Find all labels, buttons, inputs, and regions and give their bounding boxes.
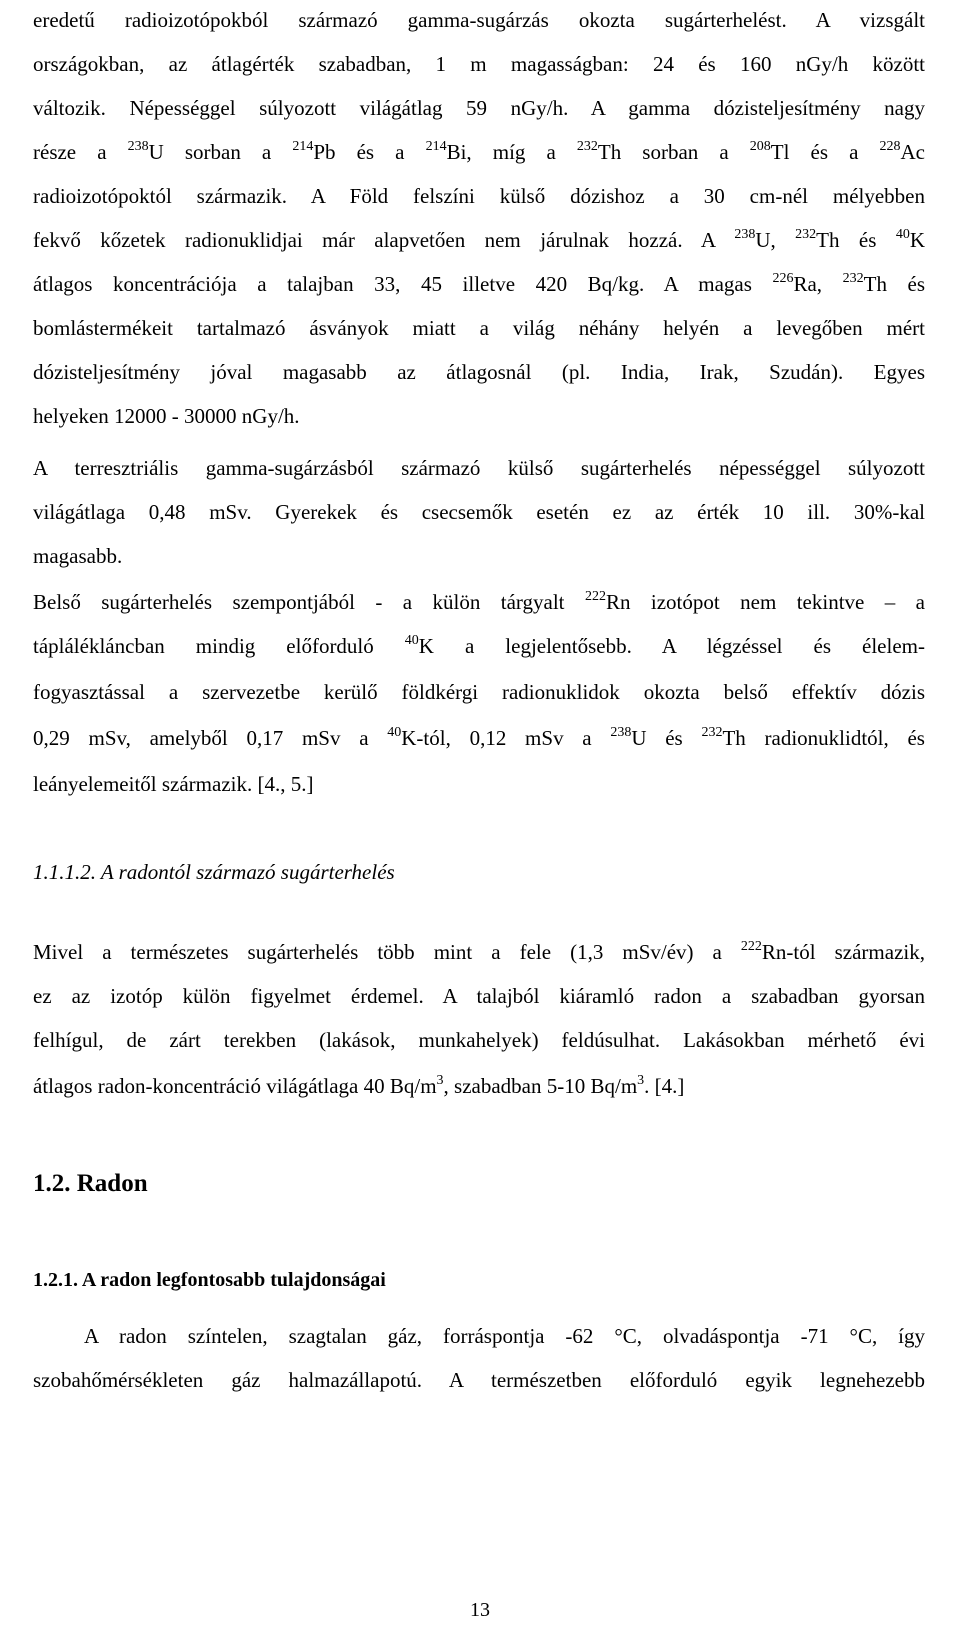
text-line xyxy=(33,981,925,1011)
superscript: 214 xyxy=(292,139,314,154)
text-segment: része a xyxy=(33,140,128,164)
superscript: 232 xyxy=(842,271,864,286)
superscript: 232 xyxy=(795,227,817,242)
text-segment: K a legjelentősebb. A légzéssel és élelem- xyxy=(418,634,925,658)
text-line xyxy=(33,181,925,211)
text-segment: U, xyxy=(755,228,796,252)
text-segment: magasabb. xyxy=(33,544,123,568)
text-line xyxy=(33,1365,925,1395)
text-segment: bomlástermékeit tartalmazó ásványok miatt a világ néhány helyén a levegőben mért xyxy=(33,316,925,340)
superscript: 232 xyxy=(701,725,723,740)
text-segment: Rn izotópot nem tekintve – a xyxy=(605,590,926,614)
text-segment: 1.2.1. A radon legfontosabb tulajdonságai xyxy=(33,1269,386,1291)
text-segment: , szabadban 5-10 Bq/m xyxy=(443,1074,638,1098)
text-segment: Th és xyxy=(863,272,926,296)
text-segment: átlagos radon-koncentráció világátlaga 40 Bq/m xyxy=(33,1074,437,1098)
text-line xyxy=(33,723,925,753)
text-segment: világátlaga 0,48 mSv. Gyerekek és csecsemők esetén ez az érték 10 ill. 30%-kal xyxy=(33,500,925,524)
text-segment: dózisteljesítmény jóval magasabb az átlagosnál (pl. India, Irak, Szudán). Egyes xyxy=(33,360,925,384)
superscript: 208 xyxy=(749,139,771,154)
text-segment: 1.1.1.2. A radontól származó sugárterhelés xyxy=(33,860,395,884)
superscript: 40 xyxy=(404,633,419,648)
text-line xyxy=(84,1321,925,1351)
text-segment: 0,29 mSv, amelyből 0,17 mSv a xyxy=(33,726,388,750)
text-line xyxy=(33,587,925,617)
superscript: 238 xyxy=(734,227,756,242)
text-segment: Pb és a xyxy=(313,140,426,164)
text-line xyxy=(33,49,925,79)
text-line xyxy=(33,1025,925,1055)
text-line xyxy=(33,401,925,431)
text-segment: Th radionuklidtól, és xyxy=(722,726,925,750)
text-line xyxy=(33,497,925,527)
text-line xyxy=(33,677,925,707)
text-segment: Th és xyxy=(816,228,896,252)
text-line xyxy=(33,1265,925,1295)
text-line xyxy=(33,5,925,35)
text-segment: Mivel a természetes sugárterhelés több mint a fele (1,3 mSv/év) a xyxy=(33,940,741,964)
text-segment: A terresztriális gamma-sugárzásból származó külső sugárterhelés népességgel súlyozott xyxy=(33,456,925,480)
text-segment: 1.2. Radon xyxy=(33,1170,148,1197)
text-segment: ez az izotóp külön figyelmet érdemel. A talajból kiáramló radon a szabadban gyorsan xyxy=(33,984,925,1008)
text-line xyxy=(33,357,925,387)
text-line xyxy=(33,137,925,167)
text-segment: fogyasztással a szervezetbe kerülő földkérgi radionuklidok okozta belső effektív dózis xyxy=(33,680,925,704)
text-line xyxy=(33,313,925,343)
text-line xyxy=(33,225,925,255)
superscript: 40 xyxy=(387,725,402,740)
text-segment: átlagos koncentrációja a talajban 33, 45 illetve 420 Bq/kg. A magas xyxy=(33,272,773,296)
superscript: 3 xyxy=(637,1073,645,1088)
text-line xyxy=(33,269,925,299)
superscript: 226 xyxy=(772,271,794,286)
text-line xyxy=(33,937,925,967)
text-line xyxy=(33,769,925,799)
text-segment: U és xyxy=(631,726,702,750)
text-segment: . [4.] xyxy=(644,1074,685,1098)
superscript: 238 xyxy=(127,139,149,154)
superscript: 3 xyxy=(436,1073,444,1088)
text-line xyxy=(33,857,925,887)
text-segment: eredetű radioizotópokból származó gamma-sugárzás okozta sugárterhelést. A vizsgált xyxy=(33,8,925,32)
text-segment: K xyxy=(909,228,925,252)
superscript: 214 xyxy=(425,139,447,154)
text-segment: változik. Népességgel súlyozott világátlag 59 nGy/h. A gamma dózisteljesítmény nagy xyxy=(33,96,925,120)
text-line xyxy=(33,631,925,661)
text-segment: Bi, míg a xyxy=(446,140,577,164)
text-segment: Rn-tól származik, xyxy=(761,940,925,964)
superscript: 222 xyxy=(740,939,762,954)
page-number: 13 xyxy=(470,1599,490,1621)
text-segment: Th sorban a xyxy=(597,140,750,164)
text-segment: K-tól, 0,12 mSv a xyxy=(401,726,611,750)
text-line xyxy=(33,453,925,483)
superscript: 238 xyxy=(610,725,632,740)
text-line xyxy=(33,541,925,571)
text-segment: helyeken 12000 - 30000 nGy/h. xyxy=(33,404,300,428)
text-segment: országokban, az átlagérték szabadban, 1 m magasságban: 24 és 160 nGy/h között xyxy=(33,52,925,76)
text-segment: leányelemeitől származik. [4., 5.] xyxy=(33,772,314,796)
text-segment: táplálékláncban mindig előforduló xyxy=(33,634,405,658)
text-segment: A radon színtelen, szagtalan gáz, forráspontja -62 °C, olvadáspontja -71 °C, így xyxy=(84,1324,925,1348)
text-segment: Belső sugárterhelés szempontjából - a külön tárgyalt xyxy=(33,590,585,614)
text-segment: felhígul, de zárt terekben (lakások, munkahelyek) feldúsulhat. Lakásokban mérhető évi xyxy=(33,1028,925,1052)
text-segment: Ra, xyxy=(793,272,843,296)
superscript: 40 xyxy=(895,227,910,242)
text-line xyxy=(33,1071,925,1101)
text-segment: radioizotópoktól származik. A Föld felszíni külső dózishoz a 30 cm-nél mélyebben xyxy=(33,184,925,208)
superscript: 232 xyxy=(576,139,598,154)
text-segment: fekvő kőzetek radionuklidjai már alapvetően nem járulnak hozzá. A xyxy=(33,228,735,252)
text-segment: U sorban a xyxy=(148,140,293,164)
text-line xyxy=(33,1169,925,1199)
superscript: 222 xyxy=(584,589,606,604)
text-segment: szobahőmérsékleten gáz halmazállapotú. A természetben előforduló egyik legnehezebb xyxy=(33,1368,925,1392)
text-segment: Ac xyxy=(900,140,925,164)
text-segment: Tl és a xyxy=(770,140,880,164)
text-line xyxy=(33,93,925,123)
superscript: 228 xyxy=(879,139,901,154)
